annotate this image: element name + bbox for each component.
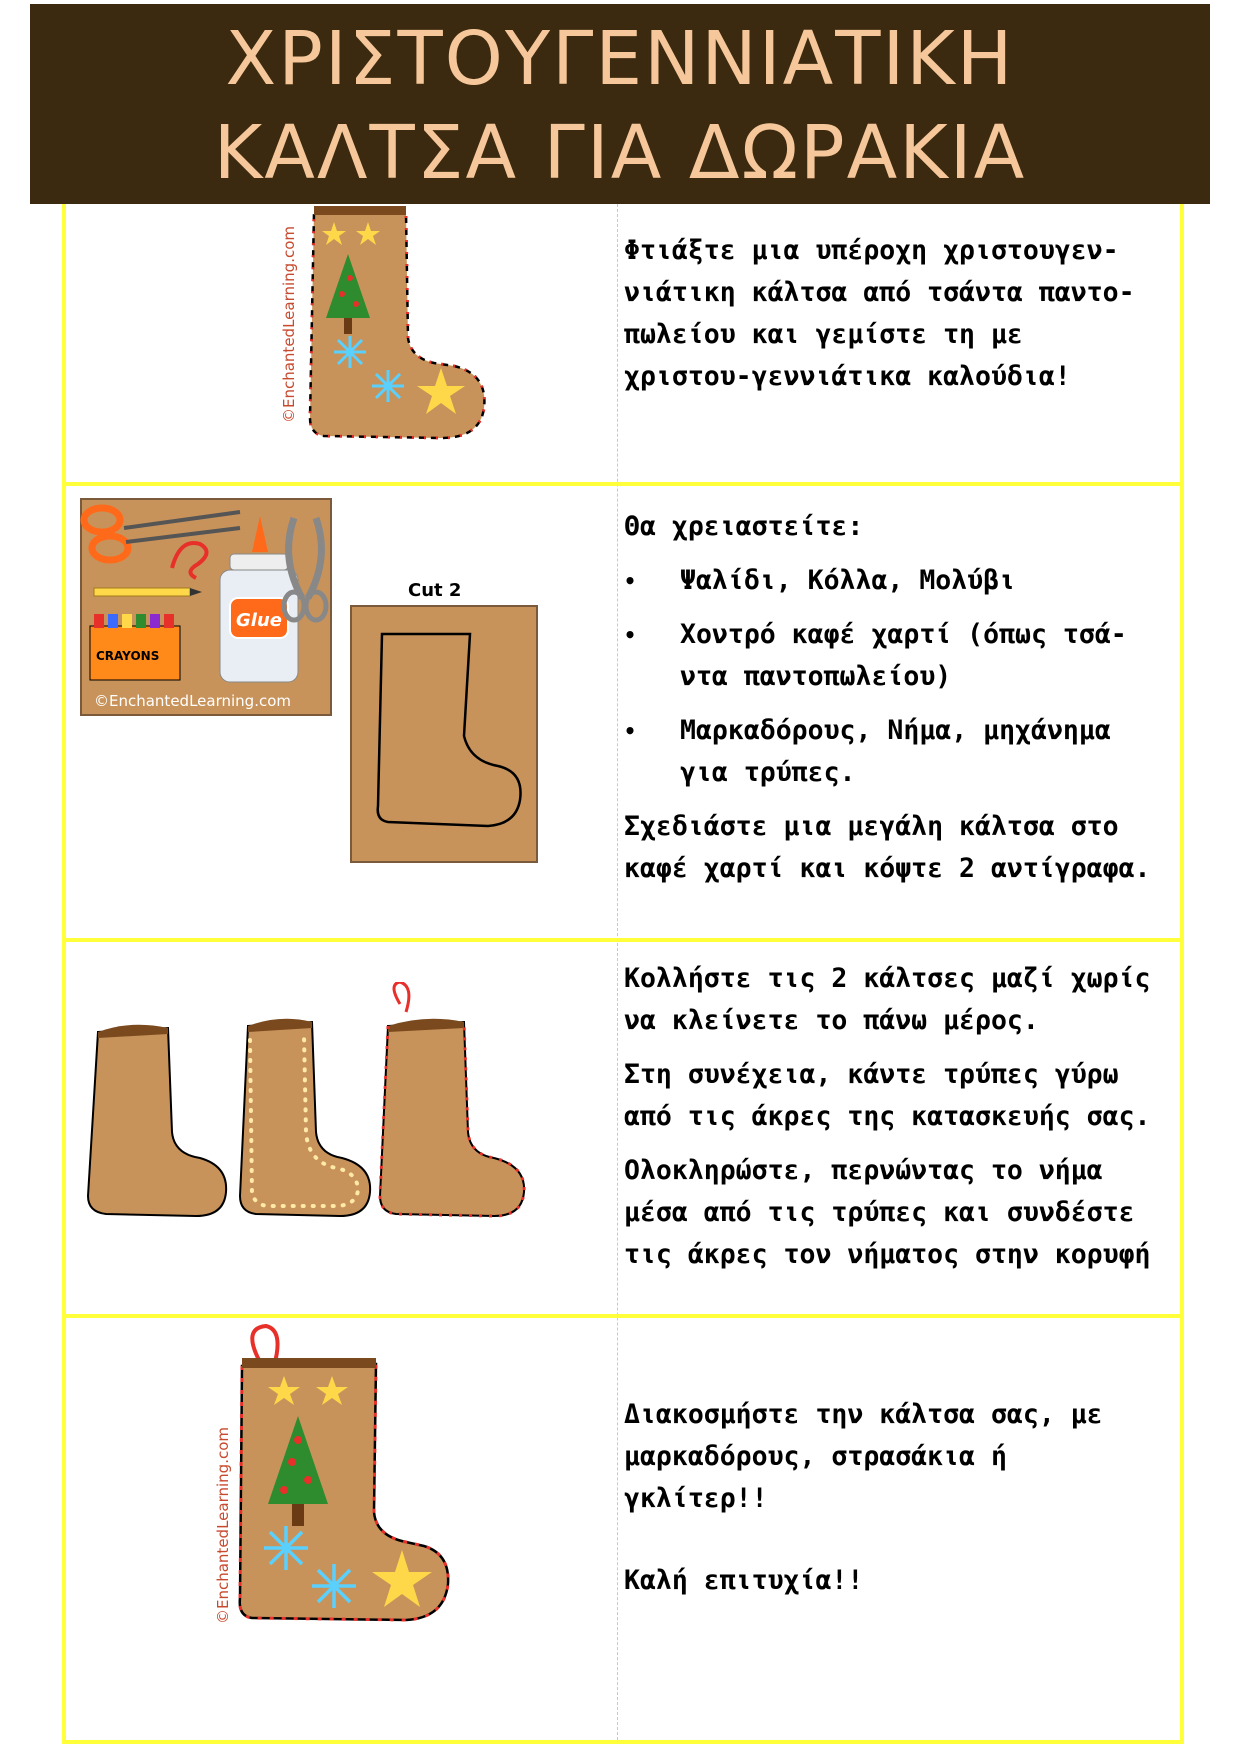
crayons-label: CRAYONS	[96, 649, 160, 663]
template-label: Cut 2	[408, 580, 462, 601]
assembly-text-block	[624, 958, 1164, 1288]
assembly-stages-image	[80, 982, 550, 1232]
step-row-materials	[66, 486, 1180, 942]
instruction-table	[62, 204, 1184, 1744]
decorate-text: Διακοσμήστε την κάλτσα σας, με μαρκαδόρους, στρασάκια ή γκλίτερ!!	[624, 1399, 1103, 1514]
materials-item: • Μαρκαδόρους, Νήμα, μηχάνημα για τρύπες.	[624, 710, 1164, 794]
stocking-template-image	[348, 576, 542, 866]
stocking-stage-holes	[240, 1019, 370, 1216]
materials-heading: Θα χρειαστείτε:	[624, 511, 864, 542]
good-luck-text: Καλή επιτυχία!!	[624, 1565, 864, 1596]
step-row-decorate	[66, 1318, 1180, 1744]
assembly-text-3: Ολοκληρώστε, περνώντας το νήμα μέσα από τις τρύπες και συνδέστε τις άκρες τον νήματος στην κορυφή	[624, 1155, 1151, 1270]
materials-item: • Χοντρό καφέ χαρτί (όπως τσά-ντα παντοπωλείου)	[624, 614, 1164, 698]
watermark: ©EnchantedLearning.com	[214, 1427, 232, 1624]
assembly-text-2: Στη συνέχεια, κάντε τρύπες γύρω από τις άκρες της κατασκευής σας.	[624, 1059, 1151, 1132]
stocking-stage-laced	[380, 982, 524, 1216]
step-row-intro	[66, 204, 1180, 486]
decorated-stocking-image	[206, 1322, 506, 1662]
stocking-stage-glued	[88, 1025, 226, 1216]
watermark: ©EnchantedLearning.com	[280, 226, 298, 423]
materials-list	[624, 560, 1164, 794]
intro-text-block	[624, 230, 1164, 410]
supplies-image	[80, 498, 332, 716]
materials-item: • Ψαλίδι, Κόλλα, Μολύβι	[624, 560, 1164, 602]
step-row-assembly	[66, 942, 1180, 1318]
intro-text: Φτιάξτε μια υπέροχη χριστουγεν-νιάτικη κάλτσα από τσάντα παντο-πωλείου και γεμίστε τη με χριστου-γεννιάτικα καλούδια!	[624, 235, 1135, 392]
finished-stocking-image	[266, 198, 536, 468]
assembly-text-1: Κολλήστε τις 2 κάλτσες μαζί χωρίς να κλείνετε το πάνω μέρος.	[624, 963, 1151, 1036]
supplies-watermark: ©EnchantedLearning.com	[94, 692, 291, 710]
title-banner	[30, 4, 1210, 204]
decorate-text-block	[624, 1394, 1164, 1614]
cut-instruction: Σχεδιάστε μια μεγάλη κάλτσα στο καφέ χαρτί και κόψτε 2 αντίγραφα.	[624, 811, 1151, 884]
title-line-2: ΚΑΛΤΣΑ ΓΙΑ ΔΩΡΑΚΙΑ	[213, 110, 1027, 196]
glue-label: Glue	[236, 610, 282, 631]
materials-text-block	[624, 506, 1164, 902]
title-line-1: ΧΡΙΣΤΟΥΓΕΝΝΙΑΤΙΚΗ	[225, 16, 1015, 102]
